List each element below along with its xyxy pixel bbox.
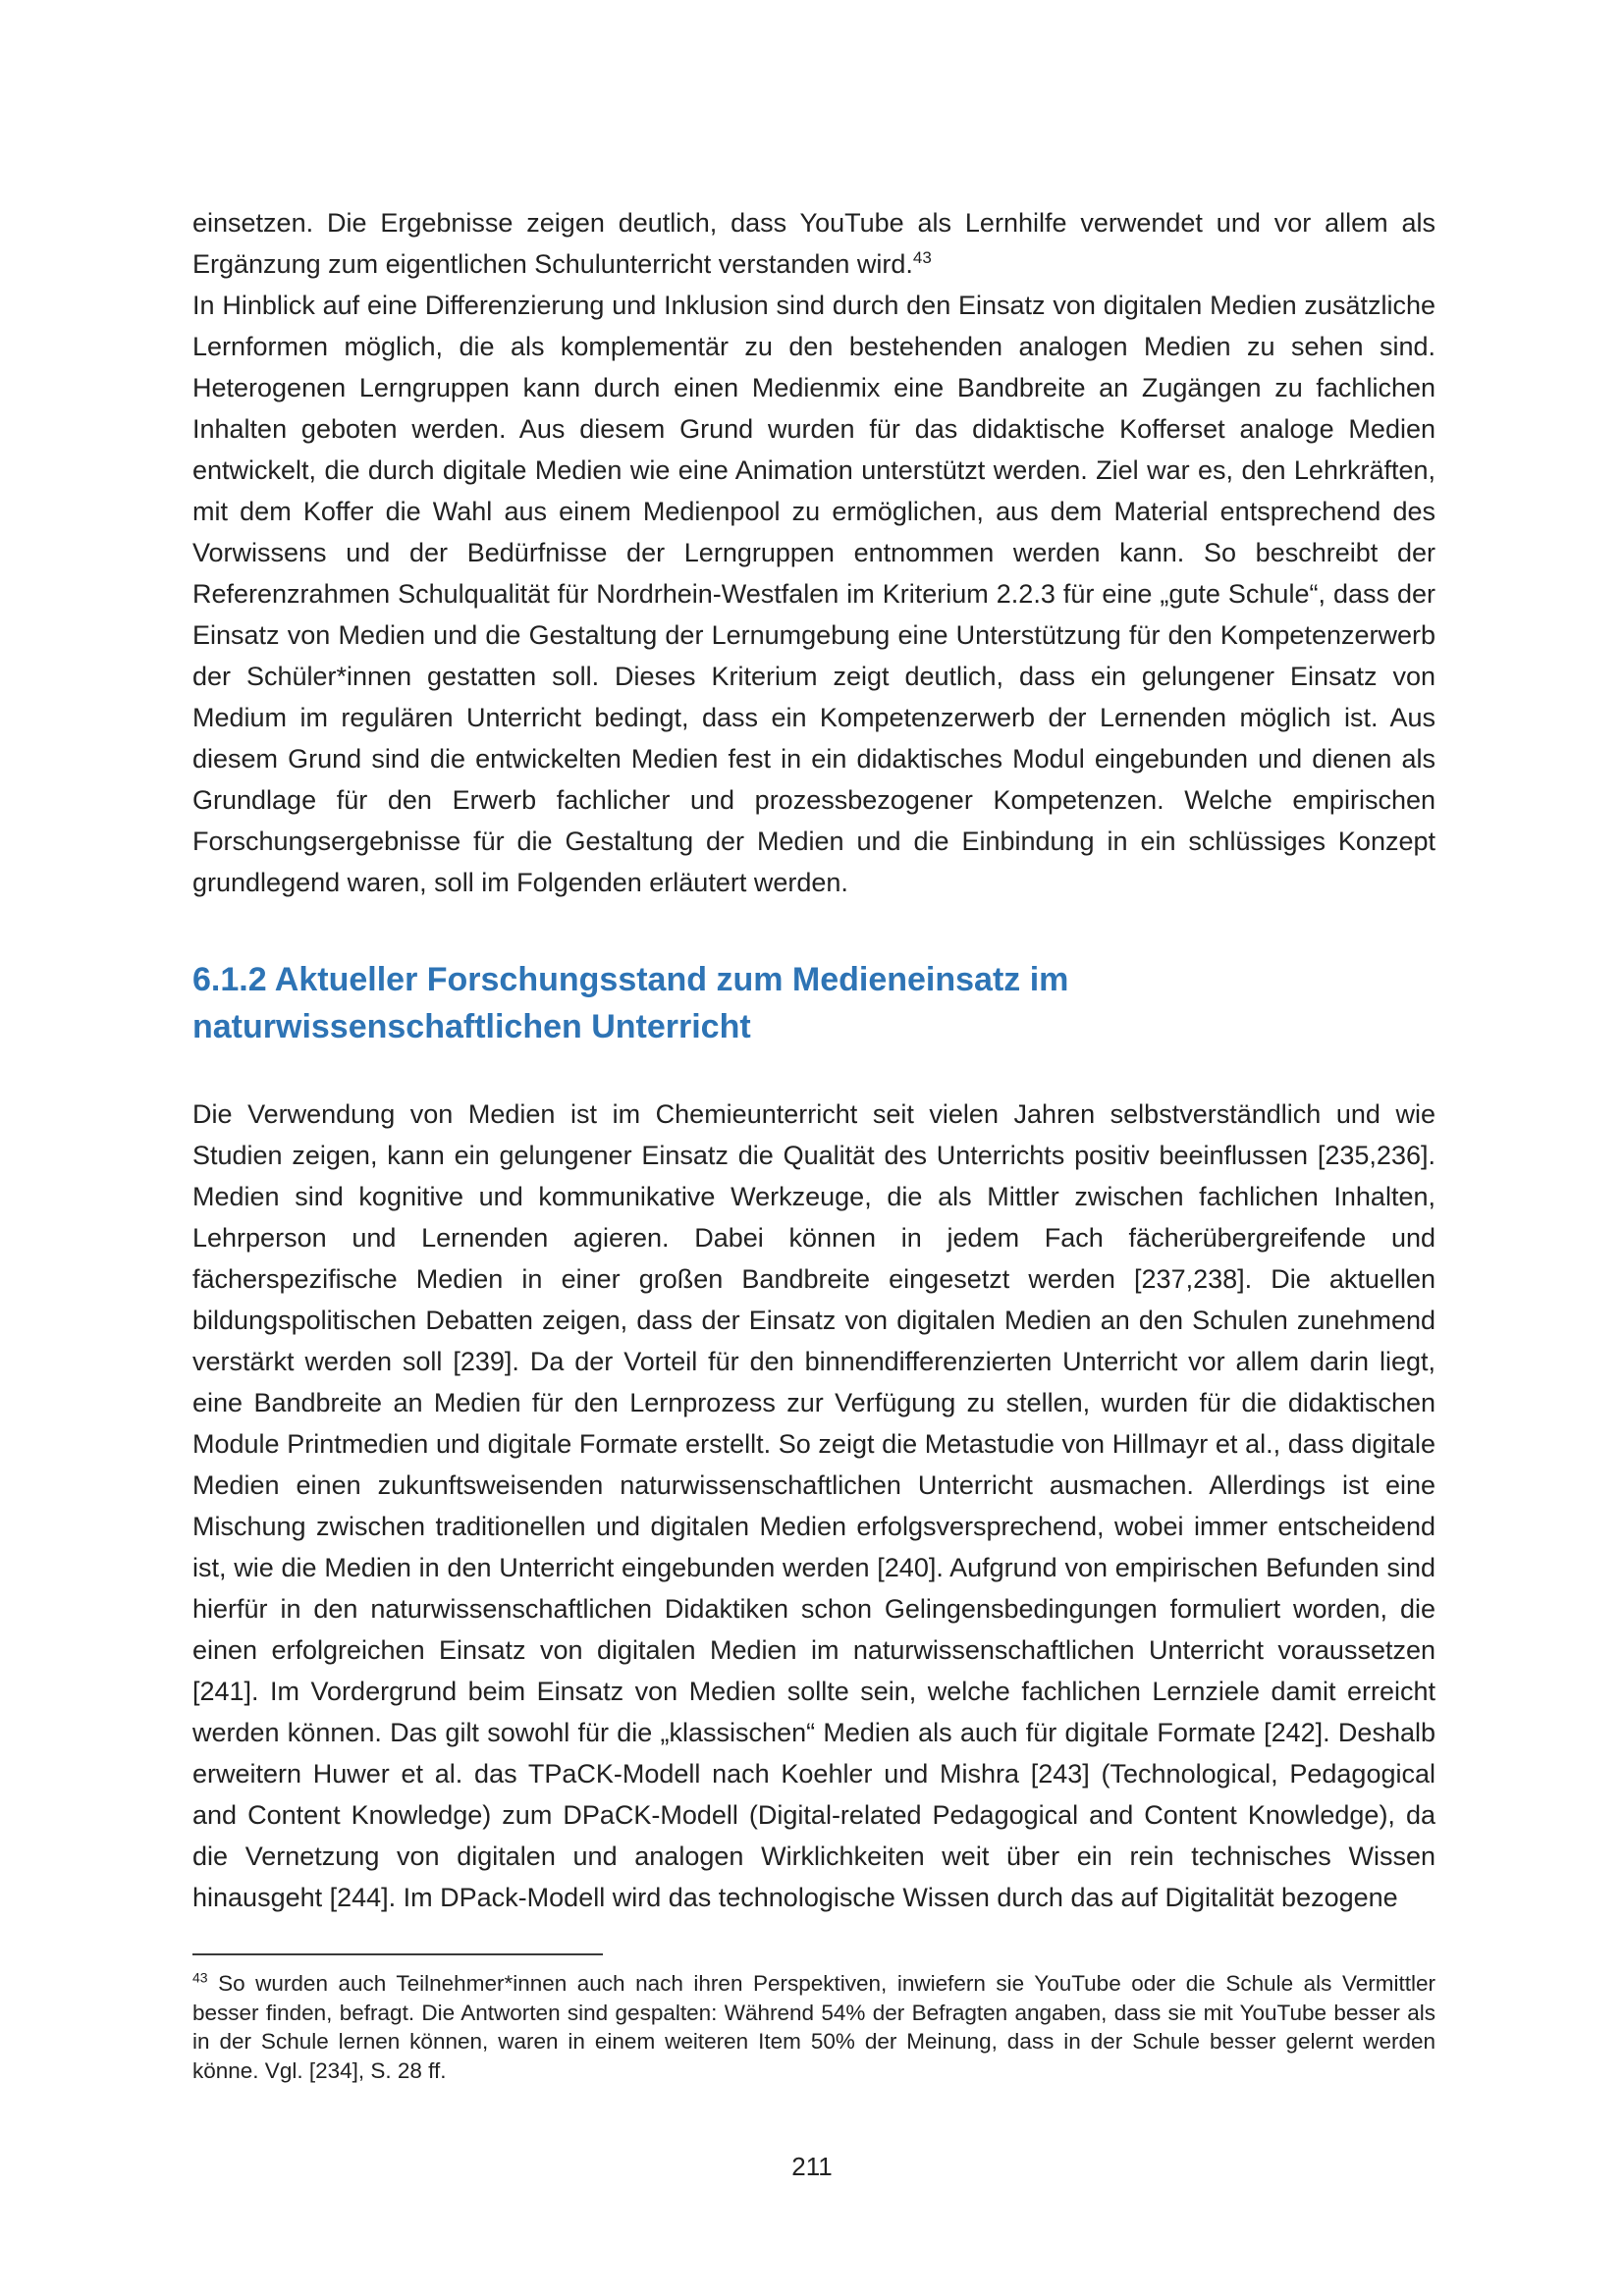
paragraph-youtube-lernhilfe — [192, 202, 1435, 285]
paragraph-youtube-lernhilfe-text: einsetzen. Die Ergebnisse zeigen deutlich, dass YouTube als Lernhilfe verwendet und vor allem als Ergänzung zum eigentlichen Schulunterricht verstanden wird. — [192, 208, 1435, 279]
footnote-43-marker: 43 — [192, 1969, 208, 1986]
footnote-43-text: So wurden auch Teilnehmer*innen auch nach ihren Perspektiven, inwiefern sie YouTube oder die Schule als Vermittler besser finden, befragt. Die Antworten sind gespalten: Während 54% der Befragten angaben, dass sie mit YouTube besser als in der Schule lernen können, waren in einem weiteren Item 50% der Meinung, dass in der Schule besser gelernt werden könne. Vgl. [234], S. 28 ff. — [192, 1971, 1435, 2083]
page-number: 211 — [791, 2152, 833, 2181]
section-heading-6-1-2: 6.1.2 Aktueller Forschungsstand zum Medieneinsatz im naturwissenschaftlichen Unterricht — [192, 961, 1069, 1045]
footnote-ref-43: 43 — [912, 248, 932, 267]
footnote-block — [192, 1953, 1435, 2085]
page-content — [192, 202, 1435, 2085]
paragraph-differenzierung-inklusion: In Hinblick auf eine Differenzierung und Inklusion sind durch den Einsatz von digitalen Medien zusätzliche Lernformen möglich, die als komplementär zu den bestehenden analogen Medien zu sehen sind. Heterogenen Lerngruppen kann durch einen Medienmix eine Bandbreite an Zugängen zu fachlichen Inhalten geboten werden. Aus diesem Grund wurden für das didaktische Kofferset analoge Medien entwickelt, die durch digitale Medien wie eine Animation unterstützt werden. Ziel war es, den Lehrkräften, mit dem Koffer die Wahl aus einem Medienpool zu ermöglichen, aus dem Material entsprechend des Vorwissens und der Bedürfnisse der Lerngruppen entnommen werden kann. So beschreibt der Referenzrahmen Schulqualität für Nordrhein-Westfalen im Kriterium 2.2.3 für eine „gute Schule“, dass der Einsatz von Medien und die Gestaltung der Lernumgebung eine Unterstützung für den Kompetenzerwerb der Schüler*innen gestatten soll. Dieses Kriterium zeigt deutlich, dass ein gelungener Einsatz von Medium im regulären Unterricht bedingt, dass ein Kompetenzerwerb der Lernenden möglich ist. Aus diesem Grund sind die entwickelten Medien fest in ein didaktisches Modul eingebunden und dienen als Grundlage für den Erwerb fachlicher und prozessbezogener Kompetenzen. Welche empirischen Forschungsergebnisse für die Gestaltung der Medien und die Einbindung in ein schlüssiges Konzept grundlegend waren, soll im Folgenden erläutert werden. — [192, 291, 1435, 897]
paragraph-forschungsstand: Die Verwendung von Medien ist im Chemieunterricht seit vielen Jahren selbstverständlich und wie Studien zeigen, kann ein gelungener Einsatz die Qualität des Unterrichts positiv beeinflussen [235,236]. Medien sind kognitive und kommunikative Werkzeuge, die als Mittler zwischen fachlichen Inhalten, Lehrperson und Lernenden agieren. Dabei können in jedem Fach fächerübergreifende und fächerspezifische Medien in einer großen Bandbreite eingesetzt werden [237,238]. Die aktuellen bildungspolitischen Debatten zeigen, dass der Einsatz von digitalen Medien an den Schulen zunehmend verstärkt werden soll [239]. Da der Vorteil für den binnendifferenzierten Unterricht vor allem darin liegt, eine Bandbreite an Medien für den Lernprozess zur Verfügung zu stellen, wurden für die didaktischen Module Printmedien und digitale Formate erstellt. So zeigt die Metastudie von Hillmayr et al., dass digitale Medien einen zukunftsweisenden naturwissenschaftlichen Unterricht ausmachen. Allerdings ist eine Mischung zwischen traditionellen und digitalen Medien erfolgsversprechend, wobei immer entscheidend ist, wie die Medien in den Unterricht eingebunden werden [240]. Aufgrund von empirischen Befunden sind hierfür in den naturwissenschaftlichen Didaktiken schon Gelingensbedingungen formuliert worden, die einen erfolgreichen Einsatz von digitalen Medien im naturwissenschaftlichen Unterricht voraussetzen [241]. Im Vordergrund beim Einsatz von Medien sollte sein, welche fachlichen Lernziele damit erreicht werden können. Das gilt sowohl für die „klassischen“ Medien als auch für digitale Formate [242]. Deshalb erweitern Huwer et al. das TPaCK-Modell nach Koehler und Mishra [243] (Technological, Pedagogical and Content Knowledge) zum DPaCK-Modell (Digital-related Pedagogical and Content Knowledge), da die Vernetzung von digitalen und analogen Wirklichkeiten weit über ein rein technisches Wissen hinausgeht [244]. Im DPack-Modell wird das technologische Wissen durch das auf Digitalität bezogene — [192, 1099, 1435, 1912]
footnote-divider — [192, 1953, 603, 1955]
footnote-43 — [192, 1969, 1435, 2085]
